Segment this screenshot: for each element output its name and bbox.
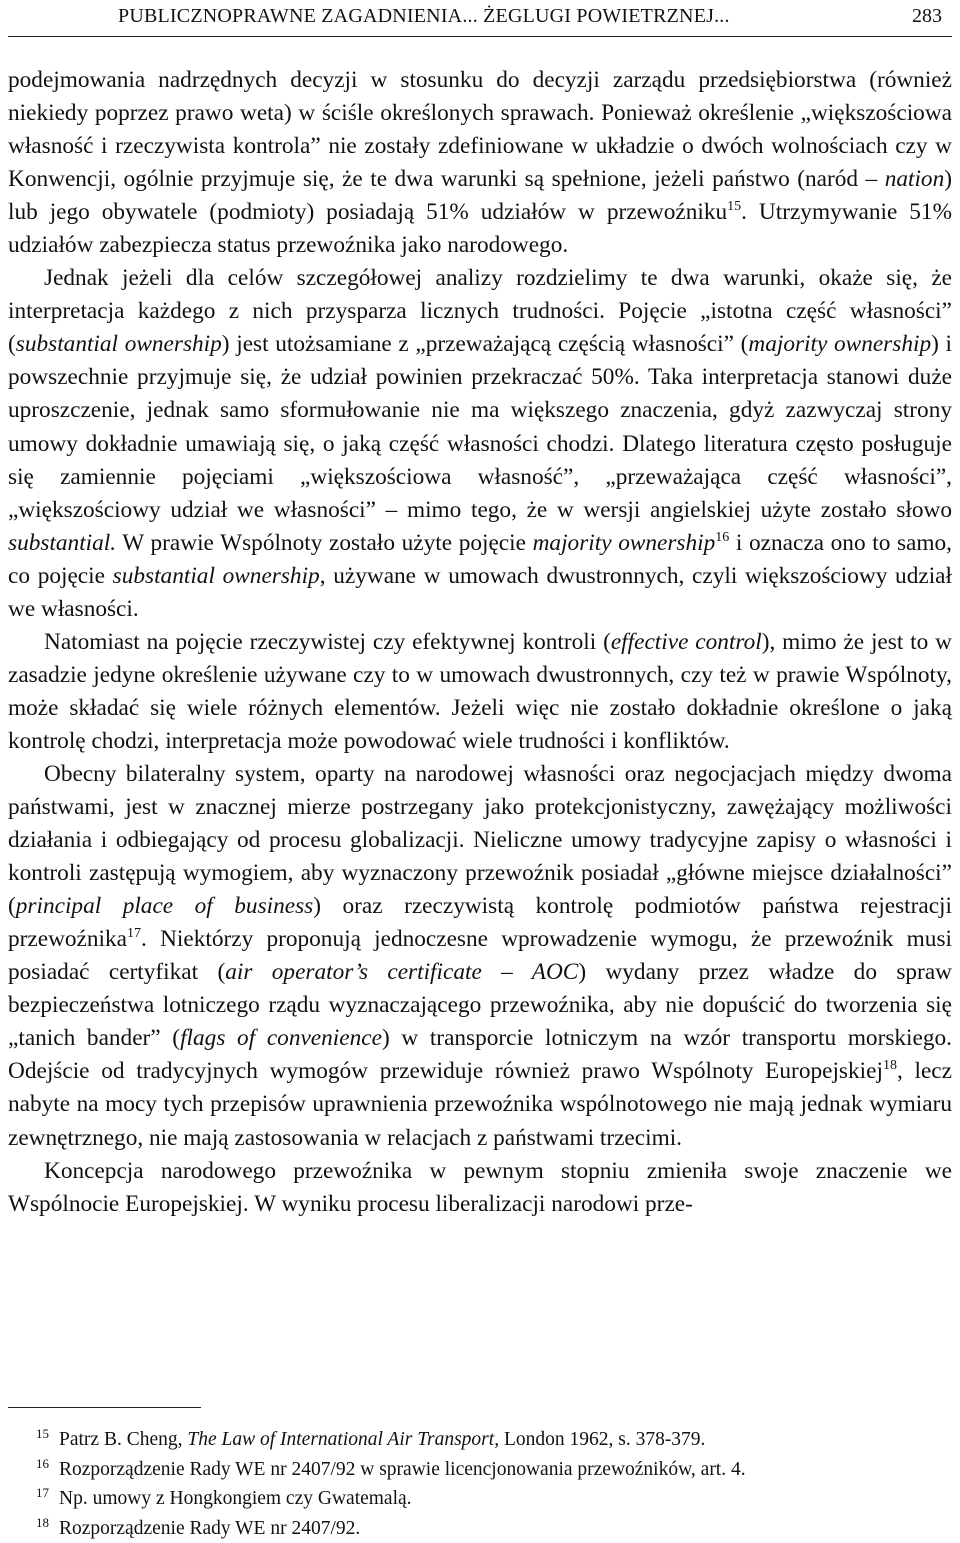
running-header — [8, 0, 952, 37]
p4-italic-c: air operator’s certificate – AOC — [225, 959, 578, 985]
footnote-ref-18[interactable]: 18 — [883, 1059, 897, 1074]
p2-text-a: Jednak jeżeli dla celów szczegółowej analizy rozdzielimy te dwa warunki, okaże się, że interpretacja każdego z nich przysparza licznych trudności. Pojęcie „istotna część własności” ( — [8, 265, 952, 357]
p2-text-d: W prawie Wspólnoty zostało użyte pojęcie — [116, 530, 533, 556]
p4-text-a: Obecny bilateralny system, oparty na narodowej własności oraz negocjacjach między dwoma państwami, jest w znacznej mierze postrzegany jako protekcjonistyczny, zawężający możliwości działania i odbiegający od procesu globalizacji. Nieliczne umowy tradycyjne zapisy o własności i kontroli zastępują wymogiem, aby wyznaczony przewoźnik posiadał „główne miejsce działalności” ( — [8, 761, 952, 919]
footnote-separator — [8, 1407, 201, 1408]
p2-italic-e: substantial ownership — [113, 563, 320, 589]
p4-text-c: . Niektórzy proponują jednoczesne wprowadzenie wymogu, że przewoźnik musi posiadać certyfikat ( — [8, 926, 952, 985]
p2-italic-b: majority ownership — [748, 331, 931, 357]
paragraph-3 — [8, 626, 952, 758]
p4-italic-a: principal place of business — [16, 893, 313, 919]
footnote-ref-16[interactable]: 16 — [715, 530, 729, 545]
footnote-text: Np. umowy z Hongkongiem czy Gwatemalą. — [59, 1484, 412, 1514]
footnote-17 — [36, 1484, 936, 1514]
footnote-text-b: , London 1962, s. 378-379. — [494, 1429, 705, 1450]
footnote-18 — [36, 1514, 936, 1543]
p2-italic-d: majority ownership — [533, 530, 716, 556]
p4-text-e: ) w transporcie lotniczym na wzór transportu morskiego. Odejście od tradycyjnych wymogów przewiduje również prawo Wspólnoty Europejskiej — [8, 1025, 952, 1084]
p3-text-a: Natomiast na pojęcie rzeczywistej czy efektywnej kontroli ( — [44, 629, 611, 655]
p2-text-f: , używane w umowach dwustronnych, czyli większościowy udział we własności. — [8, 563, 952, 622]
p4-text-b: ) oraz rzeczywistą kontrolę podmiotów państwa rejestracji przewoźnika — [8, 893, 952, 952]
p2-italic-a: substantial ownership — [16, 331, 222, 357]
footnote-title: The Law of International Air Transport — [187, 1429, 494, 1450]
page-number: 283 — [912, 5, 942, 28]
p4-text-d: ) wydany przez władze do spraw bezpieczeństwa lotniczego rządu wyznaczającego przewoźnika, aby nie dopuścić do tworzenia się „tanich bander” ( — [8, 959, 952, 1051]
p1-italic-a: nation — [885, 166, 945, 192]
footnote-number: 16 — [36, 1457, 59, 1485]
p5-text-a: Koncepcja narodowego przewoźnika w pewnym stopniu zmieniła swoje znaczenie we Wspólnocie Europejskiej. W wyniku procesu liberalizacji narodowi prze- — [8, 1158, 952, 1217]
paragraph-1 — [8, 64, 952, 262]
footnote-text: Rozporządzenie Rady WE nr 2407/92. — [59, 1514, 360, 1543]
footnote-number: 18 — [36, 1516, 59, 1543]
p3-italic-a: effective control — [611, 629, 762, 655]
footnote-15 — [36, 1425, 936, 1455]
p1-text-a: podejmowania nadrzędnych decyzji w stosunku do decyzji zarządu przedsiębiorstwa (również niekiedy poprzez prawo weta) w ściśle określonych sprawach. Ponieważ określenie „większościowa własność i rzeczywista kontrola” nie zostały zdefiniowane w układzie o dwóch wolnościach czy w Konwencji, ogólnie przyjmuje się, że te dwa warunki są spełnione, jeżeli państwo (naród – — [8, 67, 952, 192]
footnote-text-a: Patrz B. Cheng, — [59, 1429, 187, 1450]
footnote-ref-15[interactable]: 15 — [727, 199, 741, 214]
footnotes — [36, 1425, 936, 1543]
p4-italic-d: flags of convenience — [180, 1025, 382, 1051]
p2-italic-c: substantial. — [8, 530, 116, 556]
p1-text-c: . Utrzymywanie 51% udziałów zabezpiecza status przewoźnika jako narodowego. — [8, 199, 952, 258]
paragraph-2 — [8, 262, 952, 626]
body-text — [8, 64, 952, 1221]
running-header-title: PUBLICZNOPRAWNE ZAGADNIENIA... ŻEGLUGI POWIETRZNEJ... — [118, 5, 730, 28]
p2-text-b: ) jest utożsamiane z „przeważającą częścią własności” ( — [222, 331, 749, 357]
paragraph-5 — [8, 1155, 952, 1221]
p2-text-c: ) i powszechnie przyjmuje się, że udział powinien przekraczać 50%. Taka interpretacja stanowi duże uproszczenie, jednak samo sformułowanie nie ma większego znaczenia, gdyż zazwyczaj strony umowy dokładnie umawiają się, o jaką część własności chodzi. Dlatego literatura często posługuje się zamiennie pojęciami „większościowa własność”, „przeważająca część własności”, „większościowy udział we własności” – mimo tego, że w wersji angielskiej użyte zostało słowo — [8, 331, 952, 522]
p3-text-b: ), mimo że jest to w zasadzie jedyne określenie używane czy to w umowach dwustronnych, czy też w prawie Wspólnoty, może składać się wiele różnych elementów. Jeżeli więc nie zostało dokładnie określone o jaką kontrolę chodzi, interpretacja może powodować wiele trudności i konfliktów. — [8, 629, 952, 754]
footnote-number: 17 — [36, 1486, 59, 1514]
footnote-16 — [36, 1455, 936, 1485]
p1-text-b: ) lub jego obywatele (podmioty) posiadają 51% udziałów w przewoźniku — [8, 166, 952, 225]
footnote-number: 15 — [36, 1427, 59, 1455]
p2-text-e: i oznacza ono to samo, co pojęcie — [8, 530, 952, 589]
footnote-ref-17[interactable]: 17 — [127, 926, 141, 941]
footnote-text: Rozporządzenie Rady WE nr 2407/92 w sprawie licencjonowania przewoźników, art. 4. — [59, 1455, 746, 1485]
paragraph-4 — [8, 758, 952, 1155]
p4-text-f: , lecz nabyte na mocy tych przepisów uprawnienia przewoźnika wspólnotowego nie mają jednak wymiaru zewnętrznego, nie mają zastosowania w relacjach z państwami trzecimi. — [8, 1058, 952, 1150]
footnote-text — [59, 1425, 705, 1455]
